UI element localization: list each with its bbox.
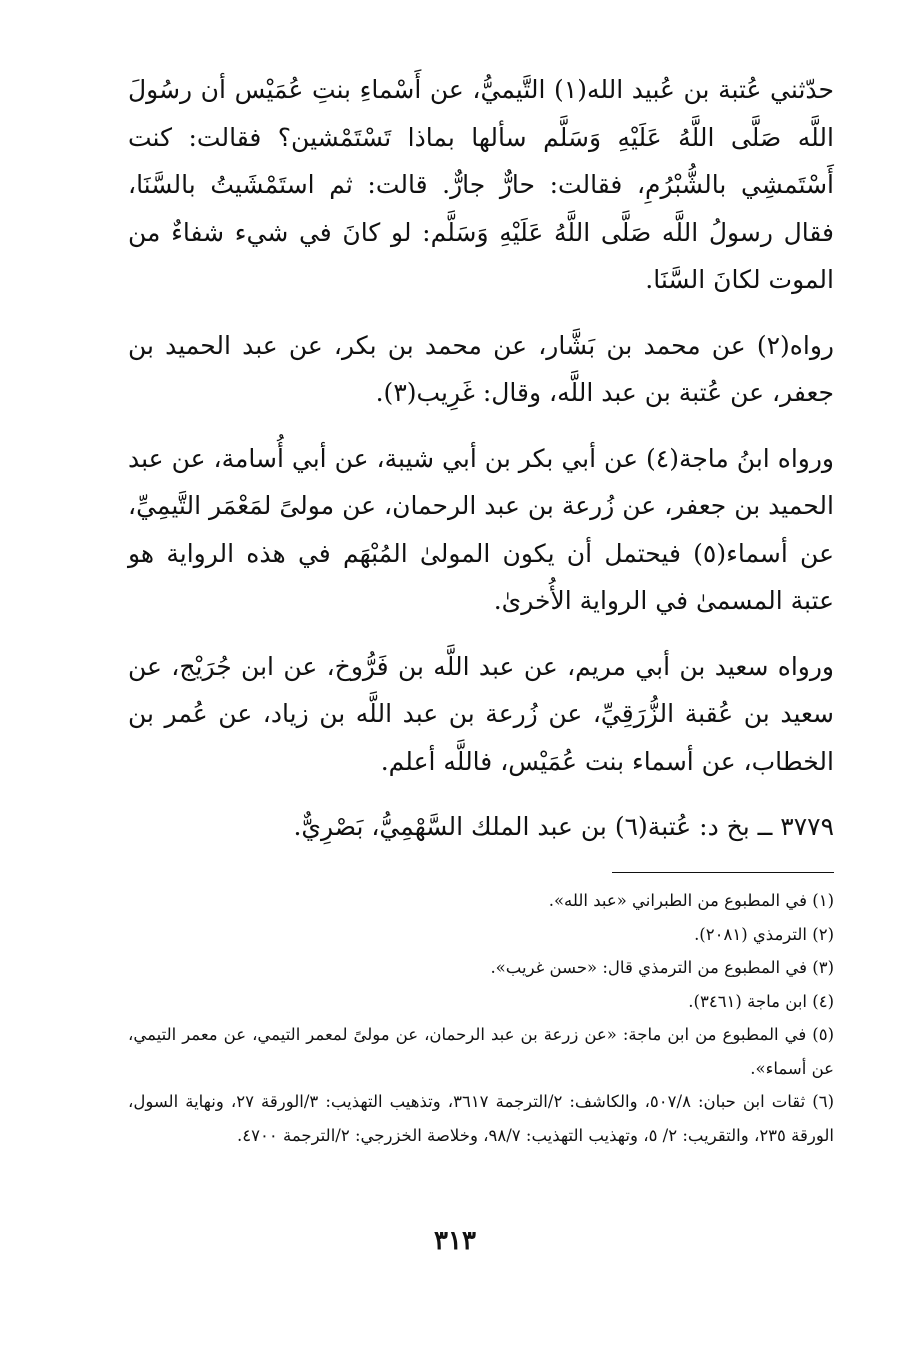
paragraph-ibn-majah: ورواه ابنُ ماجة(٤) عن أبي بكر بن أبي شيبة، عن أبي أُسامة، عن عبد الحميد بن جعفر، عن زُرعة بن عبد الرحمان، عن مولىً لمَعْمَر التَّيمِيِّ، عن أسماء(٥) فيحتمل أن يكون المولىٰ المُبْهَم في هذه الرواية هو عتبة المسمىٰ في الرواية الأُخرىٰ.: [128, 443, 834, 615]
footnote-2: (٢) الترمذي (٢٠٨١).: [694, 924, 834, 944]
main-text: [128, 66, 834, 869]
paragraph-ibn-abi-maryam: ورواه سعيد بن أبي مريم، عن عبد اللَّه بن فَرُّوخ، عن ابن جُرَيْج، عن سعيد بن عُقبة الزُّرَقِيِّ، عن زُرعة بن عبد اللَّه بن زياد، عن عُمر بن الخطاب، عن أسماء بنت عُمَيْس، فاللَّه أعلم.: [128, 651, 834, 776]
page-number: ٣١٣: [434, 1226, 476, 1256]
footnote-divider: [612, 872, 834, 873]
footnotes: [128, 884, 834, 1152]
footnote-5: (٥) في المطبوع من ابن ماجة: «عن زرعة بن عبد الرحمان، عن مولىً لمعمر التيمي، عن معمر التيمي، عن أسماء».: [128, 1025, 834, 1078]
paragraph-hadith: حدّثني عُتبة بن عُبيد الله(١) التَّيميُّ، عن أَسْماءِ بنتِ عُمَيْس أن رسُولَ اللَّه صَلَّى اللَّهُ عَلَيْهِ وَسَلَّم سألها بماذا تَسْتَمْشين؟ فقالت: كنت أَسْتَمشِي بالشُّبْرُمِ، فقالت: حارٌّ جارٌّ. قالت: ثم استَمْشَيتُ بالسَّنَا، فقال رسولُ اللَّه صَلَّى اللَّهُ عَلَيْهِ وَسَلَّم: لو كانَ في شيء شفاءٌ من الموت لكانَ السَّنَا.: [128, 75, 834, 294]
footnote-1: (١) في المطبوع من الطبراني «عبد الله».: [548, 891, 834, 910]
paragraph-tirmidhi: رواه(٢) عن محمد بن بَشَّار، عن محمد بن بكر، عن عبد الحميد بن جعفر، عن عُتبة بن عبد اللَّه، وقال: غَرِيب(٣).: [128, 330, 834, 407]
footnote-3: (٣) في المطبوع من الترمذي قال: «حسن غريب».: [490, 958, 834, 977]
footnote-4: (٤) ابن ماجة (٣٤٦١).: [688, 991, 834, 1011]
entry-heading: ٣٧٧٩ ــ بخ د: عُتبة(٦) بن عبد الملك السَّهْمِيُّ، بَصْرِيٌّ.: [293, 812, 834, 841]
footnote-6: (٦) ثقات ابن حبان: ٥٠٧/٨، والكاشف: ٢/الترجمة ٣٦١٧، وتذهيب التهذيب: ٣/الورقة ٢٧، ونهاية السول، الورقة ٢٣٥، والتقريب: ٢/ ٥، وتهذيب التهذيب: ٩٨/٧، وخلاصة الخزرجي: ٢/الترجمة ٤٧٠٠.: [128, 1092, 834, 1145]
